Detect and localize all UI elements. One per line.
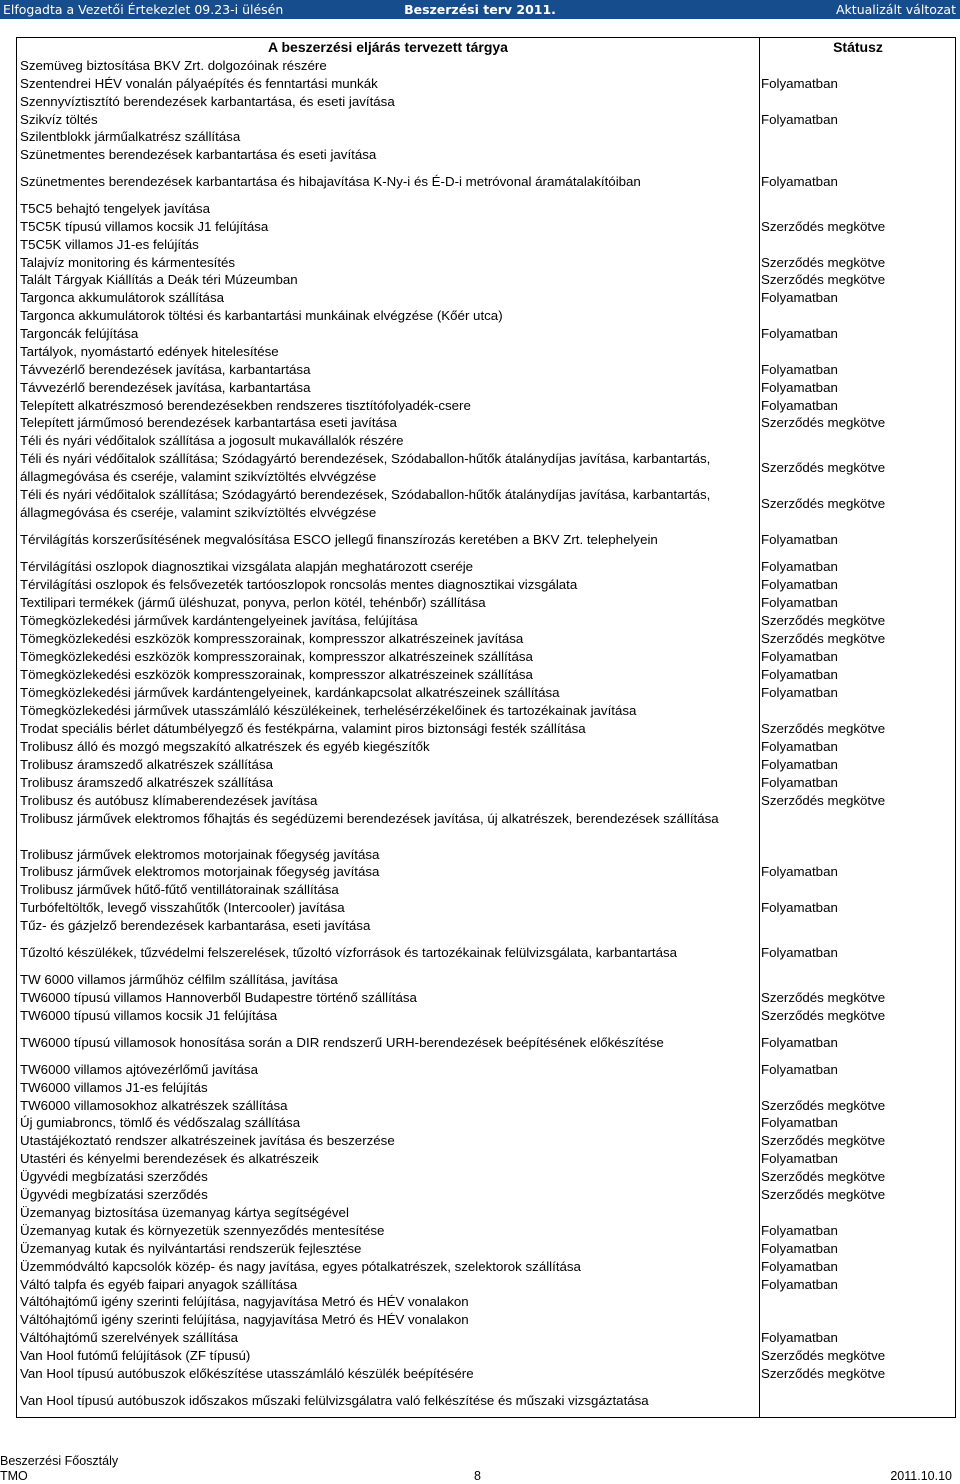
table-row bbox=[0, 1329, 960, 1347]
row-subject: Trolibusz álló és mozgó megszakító alkatrészek és egyéb kiegészítők bbox=[20, 739, 430, 755]
header-approval-note: Elfogadta a Vezetői Értekezlet 09.23-i ülésén bbox=[3, 2, 284, 17]
row-subject: Üzemanyag kutak és nyilvántartási rendszerük fejlesztése bbox=[20, 1241, 362, 1257]
row-status: Szerződés megkötve bbox=[761, 255, 886, 271]
row-status: Folyamatban bbox=[761, 945, 838, 961]
table-row bbox=[0, 111, 960, 129]
table-row bbox=[0, 432, 960, 450]
table-row bbox=[0, 200, 960, 218]
table-row bbox=[0, 810, 960, 845]
table-row bbox=[0, 1222, 960, 1240]
row-status: Folyamatban bbox=[761, 775, 838, 791]
table-row bbox=[0, 1168, 960, 1186]
table-row bbox=[0, 146, 960, 164]
row-status: Folyamatban bbox=[761, 380, 838, 396]
row-status: Szerződés megkötve bbox=[761, 1133, 886, 1149]
row-status: Szerződés megkötve bbox=[761, 219, 886, 235]
table-row bbox=[0, 164, 960, 199]
table-row bbox=[0, 648, 960, 666]
document-header-bar bbox=[0, 0, 960, 19]
table-row bbox=[0, 738, 960, 756]
row-subject: Ügyvédi megbízatási szerződés bbox=[20, 1187, 208, 1203]
table-row bbox=[0, 684, 960, 702]
row-status: Folyamatban bbox=[761, 577, 838, 593]
row-subject: Van Hool típusú autóbuszok előkészítése utasszámláló készülék beépítésére bbox=[20, 1366, 474, 1382]
table-row bbox=[0, 558, 960, 576]
row-status: Folyamatban bbox=[761, 864, 838, 880]
row-subject: Szemüveg biztosítása BKV Zrt. dolgozóinak részére bbox=[20, 58, 327, 74]
table-row bbox=[0, 522, 960, 558]
row-status: Folyamatban bbox=[761, 685, 838, 701]
table-row bbox=[0, 720, 960, 738]
table-row bbox=[0, 57, 960, 75]
table-row bbox=[0, 397, 960, 415]
table-row bbox=[0, 612, 960, 630]
row-status: Folyamatban bbox=[761, 76, 838, 92]
row-subject: Trolibusz járművek elektromos motorjainak főegység javítása bbox=[20, 847, 380, 863]
row-status: Folyamatban bbox=[761, 1241, 838, 1257]
row-subject: Trolibusz járművek elektromos főhajtás és segédüzemi berendezések javítása, új alkatrészek, berendezések szállítása bbox=[20, 811, 719, 826]
table-row bbox=[0, 379, 960, 397]
row-subject: Téli és nyári védőitalok szállítása; Szódagyártó berendezések, Szódaballon-hűtők átalánydíjas javítása, karbantartás, állagmegóvása és cseréje, valamint szikvíztöltés elvvégzése bbox=[20, 451, 711, 484]
row-subject: Üzemmódváltó kapcsolók közép- és nagy javítása, egyes pótalkatrészek, szelektorok szállítása bbox=[20, 1259, 581, 1275]
row-subject: Távvezérlő berendezések javítása, karbantartása bbox=[20, 380, 311, 396]
table-row bbox=[0, 594, 960, 612]
table-row bbox=[0, 93, 960, 111]
row-status: Folyamatban bbox=[761, 595, 838, 611]
table-row bbox=[0, 630, 960, 648]
footer-page-number: 8 bbox=[474, 1469, 481, 1483]
table-row bbox=[0, 271, 960, 289]
row-subject: Tűzoltó készülékek, tűzvédelmi felszerelések, tűzoltó vízforrások és tartozékainak felülvizsgálata, karbantartása bbox=[20, 945, 678, 961]
row-subject: Tömegközlekedési járművek kardántengelyeinek, kardánkapcsolat alkatrészeinek szállítása bbox=[20, 685, 560, 701]
row-status: Szerződés megkötve bbox=[761, 721, 886, 737]
table-row bbox=[0, 450, 960, 486]
row-subject: Telepített járműmosó berendezések karbantartása eseti javítása bbox=[20, 415, 397, 431]
row-subject: Térvilágítás korszerűsítésének megvalósítása ESCO jellegű finanszírozás keretében a BKV Zrt. telephelyein bbox=[20, 532, 658, 548]
table-row bbox=[0, 1258, 960, 1276]
row-status: Folyamatban bbox=[761, 112, 838, 128]
column-header-subject: A beszerzési eljárás tervezett tárgya bbox=[268, 39, 508, 55]
table-row bbox=[0, 1079, 960, 1097]
row-status: Szerződés megkötve bbox=[761, 272, 886, 288]
row-subject: Targoncák felújítása bbox=[20, 326, 139, 342]
table-row bbox=[0, 774, 960, 792]
row-status: Folyamatban bbox=[761, 900, 838, 916]
row-subject: Tartályok, nyomástartó edények hitelesítése bbox=[20, 344, 279, 360]
row-subject: TW 6000 villamos járműhöz célfilm szállítása, javítása bbox=[20, 972, 338, 988]
row-status: Folyamatban bbox=[761, 1330, 838, 1346]
table-row bbox=[0, 1365, 960, 1383]
footer-date: 2011.10.10 bbox=[890, 1469, 952, 1483]
row-subject: Szikvíz töltés bbox=[20, 112, 98, 128]
row-subject: Váltóhajtómű igény szerinti felújítása, nagyjavítása Metró és HÉV vonalakon bbox=[20, 1312, 469, 1328]
row-subject: Targonca akkumulátorok töltési és karbantartási munkáinak elvégzése (Kőér utca) bbox=[20, 308, 503, 324]
table-row bbox=[0, 666, 960, 684]
row-subject: Trodat speciális bérlet dátumbélyegző és festékpárna, valamint piros biztonsági festék szállítása bbox=[20, 721, 586, 737]
table-row bbox=[0, 935, 960, 971]
row-subject: Téli és nyári védőitalok szállítása a jogosult mukavállalók részére bbox=[20, 433, 404, 449]
table-row bbox=[0, 881, 960, 899]
row-subject: Téli és nyári védőitalok szállítása; Szódagyártó berendezések, Szódaballon-hűtők átalánydíjas javítása, karbantartás, állagmegóvása és cseréje, valamint szikvíztöltés elvvégzése bbox=[20, 487, 711, 520]
row-subject: Utastéri és kényelmi berendezések és alkatrészeik bbox=[20, 1151, 319, 1167]
row-subject: Szünetmentes berendezések karbantartása és hibajavítása K-Ny-i és É-D-i metróvonal áramátalakítóiban bbox=[20, 173, 641, 189]
row-status: Folyamatban bbox=[761, 362, 838, 378]
table-row bbox=[0, 486, 960, 522]
table-row bbox=[0, 792, 960, 810]
footer-department: Beszerzési Főosztály bbox=[0, 1454, 119, 1468]
row-subject: Távvezérlő berendezések javítása, karbantartása bbox=[20, 362, 311, 378]
column-header-status: Státusz bbox=[833, 39, 883, 55]
row-subject: Trolibusz áramszedő alkatrészek szállítása bbox=[20, 757, 273, 773]
row-status: Szerződés megkötve bbox=[761, 1187, 886, 1203]
row-subject: Tömegközlekedési járművek utasszámláló készülékeinek, terhelésérzékelőinek és tartozékainak javítása bbox=[20, 703, 637, 719]
table-row bbox=[0, 254, 960, 272]
table-row bbox=[0, 756, 960, 774]
row-status: Folyamatban bbox=[761, 1277, 838, 1293]
row-status: Szerződés megkötve bbox=[761, 1348, 886, 1364]
table-row bbox=[0, 325, 960, 343]
row-status: Folyamatban bbox=[761, 290, 838, 306]
row-status: Folyamatban bbox=[761, 739, 838, 755]
table-row bbox=[0, 1025, 960, 1061]
row-status: Szerződés megkötve bbox=[761, 496, 886, 512]
row-status: Folyamatban bbox=[761, 667, 838, 683]
row-subject: Tűz- és gázjelző berendezések karbantarása, eseti javítása bbox=[20, 918, 371, 934]
row-subject: T5C5K típusú villamos kocsik J1 felújítása bbox=[20, 219, 269, 235]
row-status: Folyamatban bbox=[761, 757, 838, 773]
row-subject: Térvilágítási oszlopok diagnosztikai vizsgálata alapján meghatározott cseréje bbox=[20, 559, 474, 575]
row-status: Folyamatban bbox=[761, 1115, 838, 1131]
row-subject: Tömegközlekedési járművek kardántengelyeinek javítása, felújítása bbox=[20, 613, 418, 629]
row-subject: Talált Tárgyak Kiállítás a Deák téri Múzeumban bbox=[20, 272, 298, 288]
table-row bbox=[0, 1097, 960, 1115]
row-subject: Szünetmentes berendezések karbantartása és eseti javítása bbox=[20, 147, 377, 163]
row-status: Szerződés megkötve bbox=[761, 1169, 886, 1185]
row-subject: TW6000 típusú villamos kocsik J1 felújítása bbox=[20, 1008, 278, 1024]
row-subject: Térvilágítási oszlopok és felsővezeték tartóoszlopok roncsolás mentes diagnosztikai vizsgálata bbox=[20, 577, 578, 593]
row-status: Szerződés megkötve bbox=[761, 1008, 886, 1024]
row-subject: Váltóhajtómű igény szerinti felújítása, nagyjavítása Metró és HÉV vonalakon bbox=[20, 1294, 469, 1310]
row-status: Folyamatban bbox=[761, 532, 838, 548]
row-subject: Trolibusz járművek hűtő-fűtő ventillátorainak szállítása bbox=[20, 882, 339, 898]
header-version-note: Aktualizált változat bbox=[836, 2, 956, 17]
row-subject: Üzemanyag biztosítása üzemanyag kártya segítségével bbox=[20, 1205, 349, 1221]
table-row bbox=[0, 1240, 960, 1258]
table-row bbox=[0, 1186, 960, 1204]
row-subject: Van Hool típusú autóbuszok időszakos műszaki felülvizsgálatra való felkészítése és műszaki vizsgáztatása bbox=[20, 1392, 649, 1408]
table-row bbox=[0, 1007, 960, 1025]
row-status: Szerződés megkötve bbox=[761, 1366, 886, 1382]
table-row bbox=[0, 1061, 960, 1079]
row-status: Folyamatban bbox=[761, 559, 838, 575]
table-row bbox=[0, 289, 960, 307]
row-subject: TW6000 típusú villamosok honosítása során a DIR rendszerű URH-berendezések beépítésének előkészítése bbox=[20, 1035, 664, 1051]
row-subject: Telepített alkatrészmosó berendezésekben rendszeres tisztítófolyadék-csere bbox=[20, 398, 471, 414]
row-subject: Ügyvédi megbízatási szerződés bbox=[20, 1169, 208, 1185]
table-row bbox=[0, 361, 960, 379]
row-subject: Tömegközlekedési eszközök kompresszorainak, kompresszor alkatrészeinek szállítása bbox=[20, 649, 533, 665]
row-status: Szerződés megkötve bbox=[761, 613, 886, 629]
table-row bbox=[0, 863, 960, 881]
row-status: Szerződés megkötve bbox=[761, 793, 886, 809]
row-subject: T5C5 behajtó tengelyek javítása bbox=[20, 201, 210, 217]
table-row bbox=[0, 218, 960, 236]
row-subject: Üzemanyag kutak és környezetük szennyeződés mentesítése bbox=[20, 1223, 385, 1239]
table-row bbox=[0, 899, 960, 917]
table-row bbox=[0, 1150, 960, 1168]
row-subject: Textilipari termékek (jármű üléshuzat, ponyva, perlon kötél, tehénbőr) szállítása bbox=[20, 595, 486, 611]
row-subject: TW6000 villamos J1-es felújítás bbox=[20, 1080, 208, 1096]
row-subject: Szentendrei HÉV vonalán pályaépítés és fenntartási munkák bbox=[20, 76, 378, 92]
table-row bbox=[0, 702, 960, 720]
row-status: Folyamatban bbox=[761, 1259, 838, 1275]
row-subject: TW6000 villamos ajtóvezérlőmű javítása bbox=[20, 1062, 258, 1078]
row-subject: Váltó talpfa és egyéb faipari anyagok szállítása bbox=[20, 1277, 298, 1293]
row-subject: Trolibusz és autóbusz klímaberendezések javítása bbox=[20, 793, 318, 809]
header-document-title: Beszerzési terv 2011. bbox=[404, 2, 556, 17]
row-status: Folyamatban bbox=[761, 1062, 838, 1078]
row-subject: Trolibusz járművek elektromos motorjainak főegység javítása bbox=[20, 864, 380, 880]
table-row bbox=[0, 75, 960, 93]
row-subject: Van Hool futómű felújítások (ZF típusú) bbox=[20, 1348, 251, 1364]
row-status: Szerződés megkötve bbox=[761, 460, 886, 476]
row-subject: TW6000 villamosokhoz alkatrészek szállítása bbox=[20, 1098, 288, 1114]
table-row bbox=[0, 1204, 960, 1222]
table-row bbox=[0, 414, 960, 432]
row-subject: Váltóhajtómű szerelvények szállítása bbox=[20, 1330, 239, 1346]
row-status: Folyamatban bbox=[761, 398, 838, 414]
table-row bbox=[0, 128, 960, 146]
table-row bbox=[0, 236, 960, 254]
row-subject: Tömegközlekedési eszközök kompresszorainak, kompresszor alkatrészeinek szállítása bbox=[20, 667, 533, 683]
footer-unit-code: TMO bbox=[0, 1469, 28, 1483]
row-status: Folyamatban bbox=[761, 1035, 838, 1051]
table-row bbox=[0, 971, 960, 989]
row-subject: Targonca akkumulátorok szállítása bbox=[20, 290, 224, 306]
row-status: Szerződés megkötve bbox=[761, 1098, 886, 1114]
row-status: Szerződés megkötve bbox=[761, 990, 886, 1006]
table-row bbox=[0, 1276, 960, 1294]
table-row bbox=[0, 917, 960, 935]
row-subject: Turbófeltöltők, levegő visszahűtők (Intercooler) javítása bbox=[20, 900, 345, 916]
row-subject: Szilentblokk járműalkatrész szállítása bbox=[20, 129, 241, 145]
table-row bbox=[0, 1293, 960, 1311]
table-row bbox=[0, 576, 960, 594]
row-status: Folyamatban bbox=[761, 1151, 838, 1167]
row-status: Folyamatban bbox=[761, 1223, 838, 1239]
row-subject: Szennyvíztisztító berendezések karbantartása, és eseti javítása bbox=[20, 94, 395, 110]
row-status: Folyamatban bbox=[761, 173, 838, 189]
table-row bbox=[0, 307, 960, 325]
row-subject: Tömegközlekedési eszközök kompresszorainak, kompresszor alkatrészeinek javítása bbox=[20, 631, 524, 647]
table-row bbox=[0, 989, 960, 1007]
row-subject: Új gumiabroncs, tömlő és védőszalag szállítása bbox=[20, 1115, 301, 1131]
row-subject: T5C5K villamos J1-es felújítás bbox=[20, 237, 199, 253]
table-row bbox=[0, 1132, 960, 1150]
row-status: Szerződés megkötve bbox=[761, 631, 886, 647]
row-status: Folyamatban bbox=[761, 649, 838, 665]
row-subject: TW6000 típusú villamos Hannoverből Budapestre történő szállítása bbox=[20, 990, 417, 1006]
table-row bbox=[0, 1311, 960, 1329]
table-row bbox=[0, 1114, 960, 1132]
row-subject: Trolibusz áramszedő alkatrészek szállítása bbox=[20, 775, 273, 791]
row-status: Szerződés megkötve bbox=[761, 415, 886, 431]
row-status: Folyamatban bbox=[761, 326, 838, 342]
table-row bbox=[0, 1383, 960, 1418]
row-subject: Utastájékoztató rendszer alkatrészeinek javítása és beszerzése bbox=[20, 1133, 395, 1149]
table-row bbox=[0, 343, 960, 361]
table-row bbox=[0, 1347, 960, 1365]
row-subject: Talajvíz monitoring és kármentesítés bbox=[20, 255, 236, 271]
table-row bbox=[0, 846, 960, 864]
